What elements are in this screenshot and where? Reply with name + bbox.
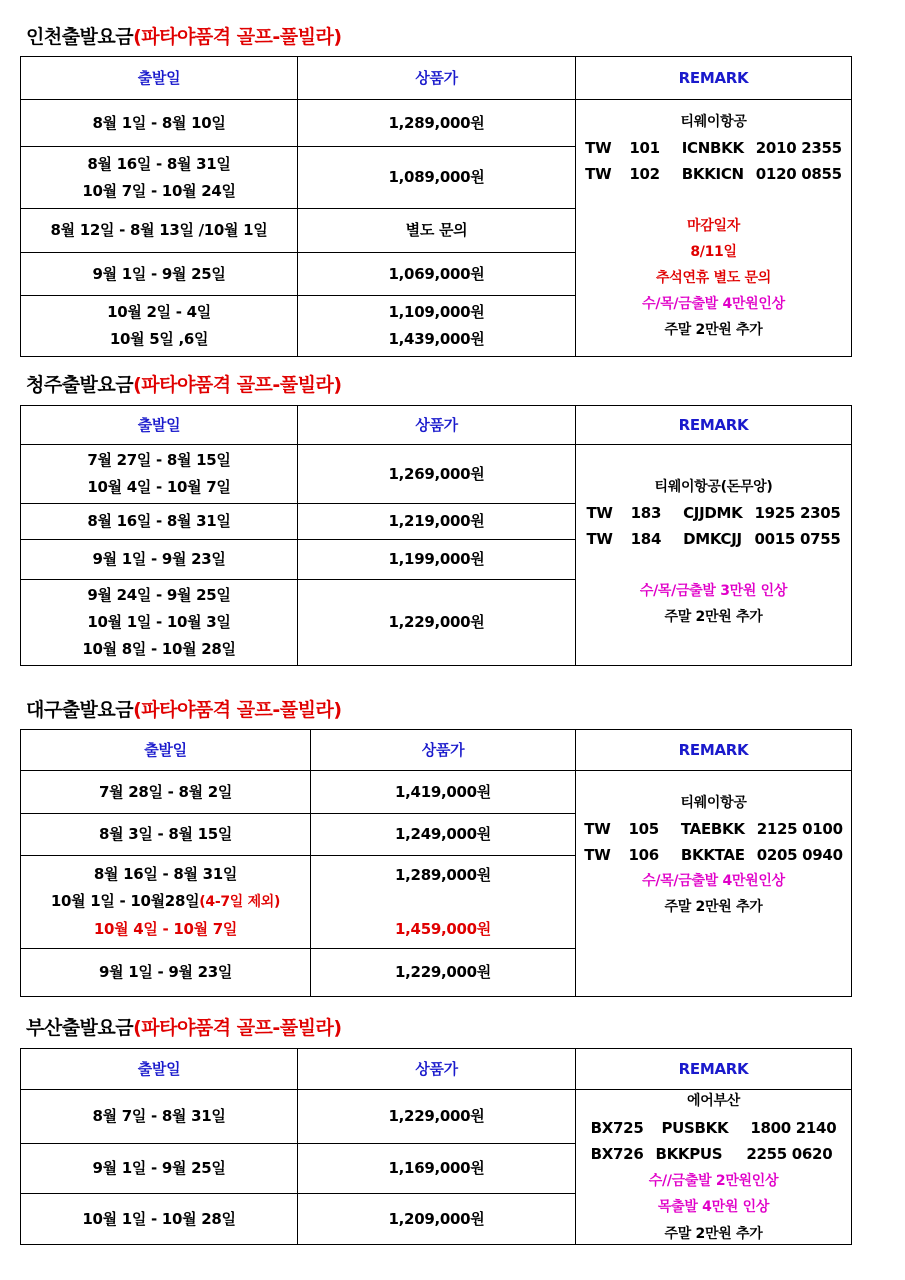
header-price: 상품가 — [421, 740, 465, 759]
table-row-price: 1,209,000원 — [388, 1209, 485, 1228]
section-title-main: 인천출발요금 — [26, 26, 134, 48]
surcharge-note: 수/목/금출발 3만원 인상 — [639, 583, 788, 599]
section-title-main: 부산출발요금 — [26, 1017, 134, 1039]
table-row-date: 8월 3일 - 8월 15일 — [98, 825, 233, 843]
fare-table-daegu — [20, 729, 852, 997]
header-price: 상품가 — [415, 68, 458, 87]
remark-cell — [576, 1088, 851, 1244]
weekend-note: 주말 2만원 추가 — [664, 322, 763, 338]
header-date: 출발일 — [137, 68, 181, 87]
table-row-date: 9월 1일 - 9월 25일 — [92, 264, 226, 283]
deadline-label: 마감일자 — [687, 218, 740, 234]
fare-table-busan — [20, 1048, 852, 1245]
table-row-date: 8월 7일 - 8월 31일 — [92, 1107, 226, 1125]
section-title-cheongju — [26, 370, 342, 397]
surcharge-note: 수/목/금출발 4만원인상 — [642, 873, 785, 889]
header-price: 상품가 — [415, 1059, 458, 1078]
fare-table-cheongju — [20, 405, 852, 666]
surcharge-note: 수//금출발 2만원인상 — [648, 1172, 779, 1189]
table-row-price: 별도 문의 — [405, 221, 468, 239]
table-row-price: 1,289,000원 — [388, 113, 485, 132]
weekend-note: 주말 2만원 추가 — [664, 1225, 763, 1242]
table-row-date: 8월 16일 - 8월 31일 — [87, 512, 231, 530]
flight-schedule: TW 105 TAEBKK 2125 0100 TW 106 BKKTAE 0205 0940 — [584, 820, 843, 864]
section-title-sub: (파타야품격 골프-풀빌라) — [133, 26, 342, 48]
section-title-main: 청주출발요금 — [26, 374, 134, 396]
table-row-price: 1,089,000원 — [388, 168, 485, 186]
section-title-sub: (파타야품격 골프-풀빌라) — [133, 1017, 342, 1039]
flight-schedule: BX725 PUSBKK 1800 2140 BX726 BKKPUS 2255 0620 — [590, 1118, 837, 1163]
table-row-price: 1,269,000원 — [388, 464, 485, 483]
table-row-date: 8월 16일 - 8월 31일 10월 1일 - 10월28일(4-7일 제외) 10월 4일 - 10월 7일 — [50, 865, 281, 938]
table-row-date: 7월 27일 - 8월 15일 10월 4일 - 10월 7일 — [87, 451, 231, 496]
table-row-price: 1,229,000원 — [388, 613, 485, 631]
table-row-price: 1,289,000원 1,459,000원 — [395, 865, 491, 938]
weekend-note: 주말 2만원 추가 — [664, 609, 763, 625]
header-remark: REMARK — [678, 415, 749, 434]
header-date: 출발일 — [144, 740, 187, 759]
flight-schedule: TW 101 ICNBKK 2010 2355 TW 102 BKKICN 0120 0855 — [585, 139, 842, 183]
table-row-price: 1,229,000원 — [388, 1107, 485, 1125]
table-row-date: 7월 28일 - 8월 2일 — [98, 782, 233, 801]
airline-name: 티웨이항공 — [680, 795, 747, 811]
header-remark: REMARK — [678, 1059, 749, 1078]
remark-cell — [576, 109, 851, 356]
holiday-note: 추석연휴 별도 문의 — [656, 270, 771, 286]
section-title-incheon — [26, 22, 342, 49]
remark-cell — [576, 474, 851, 665]
table-row-price: 1,249,000원 — [395, 825, 491, 843]
table-row-date: 8월 16일 - 8월 31일 10월 7일 - 10월 24일 — [82, 154, 236, 200]
surcharge-note-2: 목출발 4만원 인상 — [657, 1199, 770, 1215]
fare-table-incheon — [20, 56, 852, 357]
table-row-price: 1,419,000원 — [395, 782, 491, 801]
section-title-main: 대구출발요금 — [26, 699, 134, 721]
table-row-date: 9월 24일 - 9월 25일 10월 1일 - 10월 3일 10월 8일 - 10월 28일 — [82, 586, 236, 658]
table-row-date: 9월 1일 - 9월 23일 — [92, 550, 226, 568]
section-title-busan — [26, 1013, 342, 1040]
header-date: 출발일 — [137, 415, 181, 434]
deadline-date: 8/11일 — [690, 244, 737, 260]
table-row-date: 10월 2일 - 4일 10월 5일 ,6일 — [107, 303, 211, 348]
section-title-sub: (파타야품격 골프-풀빌라) — [133, 699, 342, 721]
table-row-price: 1,199,000원 — [388, 550, 485, 568]
table-row-price: 1,069,000원 — [388, 264, 485, 283]
weekend-note: 주말 2만원 추가 — [664, 899, 763, 915]
table-row-date: 9월 1일 - 9월 23일 — [98, 963, 233, 981]
section-title-sub: (파타야품격 골프-풀빌라) — [133, 374, 342, 396]
table-row-date: 8월 1일 - 8월 10일 — [92, 113, 226, 132]
section-title-daegu — [26, 695, 342, 722]
table-row-price: 1,169,000원 — [388, 1159, 485, 1177]
flight-schedule: TW 183 CJJDMK 1925 2305 TW 184 DMKCJJ 0015 0755 — [586, 504, 841, 548]
remark-cell — [576, 790, 851, 990]
header-date: 출발일 — [137, 1059, 181, 1078]
surcharge-note: 수/목/금출발 4만원인상 — [642, 296, 785, 312]
table-row-price: 1,229,000원 — [395, 963, 491, 981]
airline-name: 에어부산 — [687, 1093, 740, 1109]
airline-name: 티웨이항공 — [680, 114, 747, 130]
header-price: 상품가 — [415, 415, 458, 434]
table-row-date: 8월 12일 - 8월 13일 /10월 1일 — [50, 221, 268, 239]
header-remark: REMARK — [678, 68, 749, 87]
table-row-price: 1,109,000원 1,439,000원 — [388, 303, 485, 348]
table-row-date: 9월 1일 - 9월 25일 — [92, 1159, 226, 1177]
header-remark: REMARK — [678, 740, 749, 759]
table-row-date: 10월 1일 - 10월 28일 — [82, 1209, 236, 1228]
airline-name: 티웨이항공(돈무앙) — [654, 479, 773, 495]
table-row-price: 1,219,000원 — [388, 512, 485, 530]
